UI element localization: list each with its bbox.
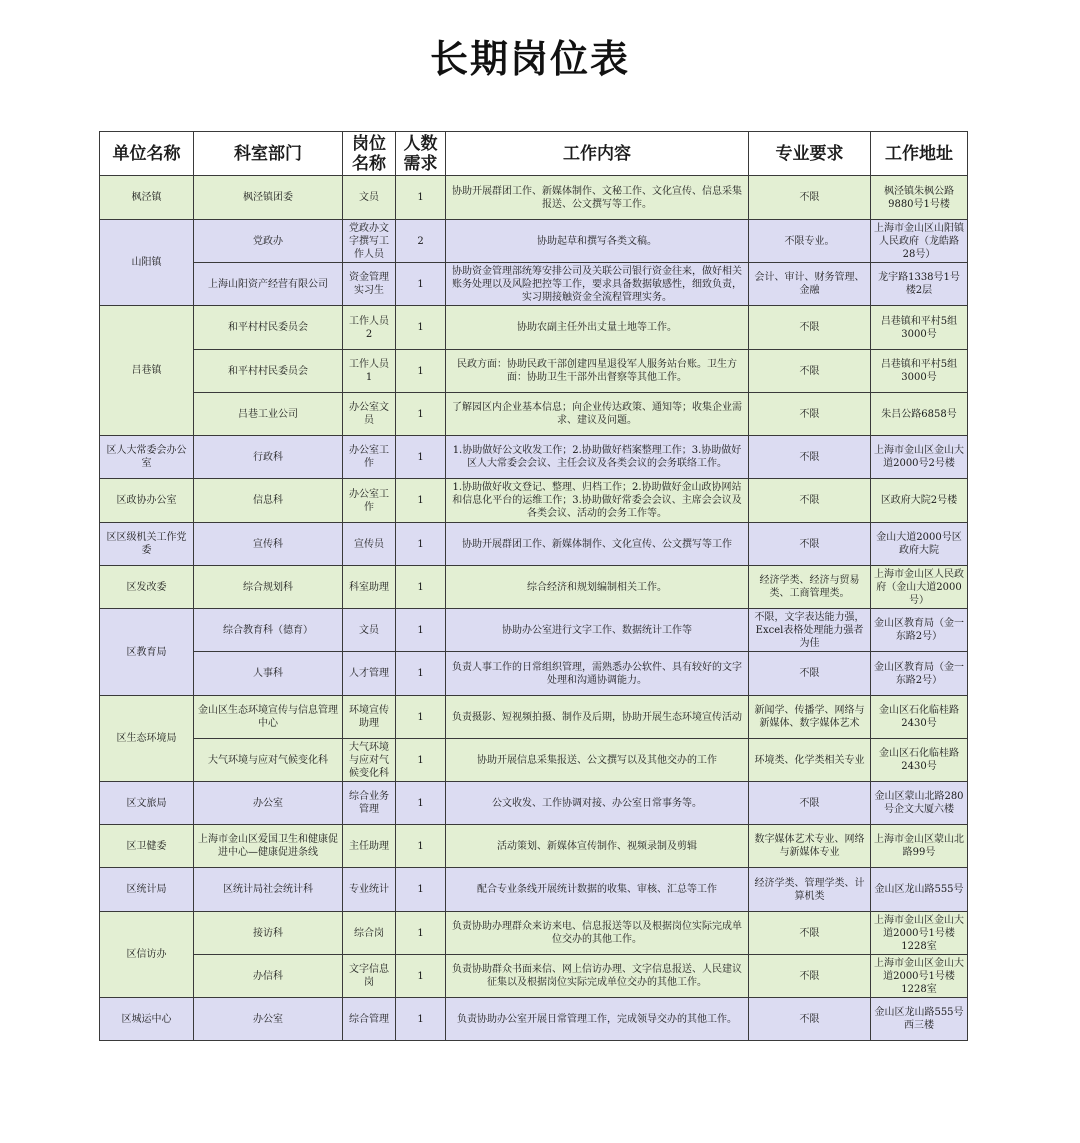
- address-cell: 朱吕公路6858号: [871, 393, 968, 436]
- dept-cell: 大气环境与应对气候变化科: [194, 739, 343, 782]
- count-cell: 1: [396, 609, 446, 652]
- content-cell: 1.协助做好公文收发工作；2.协助做好档案整理工作；3.协助做好区人大常委会会议、主任会议及各类会议的会务联络工作。: [446, 436, 749, 479]
- post-cell: 办公室文员: [343, 393, 396, 436]
- content-cell: 活动策划、新媒体宣传制作、视频录制及剪辑: [446, 825, 749, 868]
- post-cell: 科室助理: [343, 566, 396, 609]
- major-cell: 不限: [749, 523, 871, 566]
- address-cell: 金山区教育局（金一东路2号）: [871, 652, 968, 696]
- major-cell: 经济学类、经济与贸易类、工商管理类。: [749, 566, 871, 609]
- content-cell: 协助开展群团工作、新媒体制作、文化宣传、公文撰写等工作: [446, 523, 749, 566]
- content-cell: 协助开展信息采集报送、公文撰写以及其他交办的工作: [446, 739, 749, 782]
- major-cell: 不限: [749, 912, 871, 955]
- major-cell: 不限: [749, 176, 871, 220]
- content-cell: 负责人事工作的日常组织管理，需熟悉办公软件、具有较好的文字处理和沟通协调能力。: [446, 652, 749, 696]
- dept-cell: 接访科: [194, 912, 343, 955]
- count-cell: 1: [396, 739, 446, 782]
- col-header-content: 工作内容: [446, 132, 749, 176]
- unit-name-cell: 区教育局: [100, 609, 194, 696]
- address-cell: 金山区石化临桂路2430号: [871, 739, 968, 782]
- major-cell: 不限: [749, 306, 871, 350]
- dept-cell: 上海山阳资产经营有限公司: [194, 263, 343, 306]
- count-cell: 1: [396, 436, 446, 479]
- content-cell: 负责协助办公室开展日常管理工作，完成领导交办的其他工作。: [446, 998, 749, 1041]
- table-row: [100, 350, 968, 393]
- unit-name-cell: 区文旅局: [100, 782, 194, 825]
- unit-name-cell: 区政协办公室: [100, 479, 194, 523]
- dept-cell: 办信科: [194, 955, 343, 998]
- post-cell: 工作人员2: [343, 306, 396, 350]
- unit-name-cell: 区信访办: [100, 912, 194, 998]
- job-table: [99, 131, 968, 1041]
- dept-cell: 区统计局社会统计科: [194, 868, 343, 912]
- dept-cell: 金山区生态环境宣传与信息管理中心: [194, 696, 343, 739]
- col-header-post: 岗位名称: [343, 132, 396, 176]
- table-row: [100, 566, 968, 609]
- major-cell: 会计、审计、财务管理、金融: [749, 263, 871, 306]
- table-row: [100, 868, 968, 912]
- count-cell: 1: [396, 306, 446, 350]
- address-cell: 吕巷镇和平村5组3000号: [871, 306, 968, 350]
- dept-cell: 人事科: [194, 652, 343, 696]
- post-cell: 综合岗: [343, 912, 396, 955]
- major-cell: 不限: [749, 998, 871, 1041]
- table-row: [100, 393, 968, 436]
- table-row: [100, 609, 968, 652]
- content-cell: 了解园区内企业基本信息；向企业传达政策、通知等；收集企业需求、建议及问题。: [446, 393, 749, 436]
- dept-cell: 行政科: [194, 436, 343, 479]
- dept-cell: 综合教育科（德育）: [194, 609, 343, 652]
- table-row: [100, 955, 968, 998]
- major-cell: 不限: [749, 955, 871, 998]
- address-cell: 吕巷镇和平村5组3000号: [871, 350, 968, 393]
- post-cell: 文员: [343, 609, 396, 652]
- address-cell: 区政府大院2号楼: [871, 479, 968, 523]
- table-row: [100, 998, 968, 1041]
- table-row: [100, 523, 968, 566]
- table-row: [100, 652, 968, 696]
- table-row: [100, 479, 968, 523]
- unit-name-cell: 区人大常委会办公室: [100, 436, 194, 479]
- content-cell: 负责协助群众书面来信、网上信访办理、文字信息报送、人民建议征集以及根据岗位实际完成单位交办的其他工作。: [446, 955, 749, 998]
- post-cell: 文员: [343, 176, 396, 220]
- count-cell: 1: [396, 566, 446, 609]
- post-cell: 人才管理: [343, 652, 396, 696]
- count-cell: 1: [396, 176, 446, 220]
- table-row: [100, 220, 968, 263]
- address-cell: 金山区龙山路555号: [871, 868, 968, 912]
- dept-cell: 宣传科: [194, 523, 343, 566]
- post-cell: 主任助理: [343, 825, 396, 868]
- address-cell: 上海市金山区金山大道2000号1号楼1228室: [871, 912, 968, 955]
- post-cell: 宣传员: [343, 523, 396, 566]
- unit-name-cell: 区发改委: [100, 566, 194, 609]
- unit-name-cell: 山阳镇: [100, 220, 194, 306]
- col-header-dept: 科室部门: [194, 132, 343, 176]
- post-cell: 党政办文字撰写工作人员: [343, 220, 396, 263]
- content-cell: 负责协助办理群众来访来电、信息报送等以及根据岗位实际完成单位交办的其他工作。: [446, 912, 749, 955]
- dept-cell: 办公室: [194, 782, 343, 825]
- content-cell: 配合专业条线开展统计数据的收集、审核、汇总等工作: [446, 868, 749, 912]
- content-cell: 协助农副主任外出丈量土地等工作。: [446, 306, 749, 350]
- col-header-address: 工作地址: [871, 132, 968, 176]
- count-cell: 1: [396, 868, 446, 912]
- address-cell: 金山大道2000号区政府大院: [871, 523, 968, 566]
- count-cell: 1: [396, 523, 446, 566]
- content-cell: 民政方面：协助民政干部创建四星退役军人服务站台账。卫生方面：协助卫生干部外出督察等其他工作。: [446, 350, 749, 393]
- post-cell: 综合管理: [343, 998, 396, 1041]
- address-cell: 上海市金山区山阳镇人民政府（龙皓路28号）: [871, 220, 968, 263]
- dept-cell: 办公室: [194, 998, 343, 1041]
- unit-name-cell: 区区级机关工作党委: [100, 523, 194, 566]
- count-cell: 1: [396, 825, 446, 868]
- content-cell: 协助开展群团工作、新媒体制作、文秘工作、文化宣传、信息采集报送、公文撰写等工作。: [446, 176, 749, 220]
- col-header-unit: 单位名称: [100, 132, 194, 176]
- table-row: [100, 176, 968, 220]
- dept-cell: 和平村村民委员会: [194, 350, 343, 393]
- address-cell: 龙宇路1338号1号楼2层: [871, 263, 968, 306]
- count-cell: 1: [396, 998, 446, 1041]
- count-cell: 1: [396, 912, 446, 955]
- dept-cell: 信息科: [194, 479, 343, 523]
- address-cell: 金山区教育局（金一东路2号）: [871, 609, 968, 652]
- address-cell: 上海市金山区人民政府（金山大道2000号）: [871, 566, 968, 609]
- post-cell: 办公室工作: [343, 479, 396, 523]
- dept-cell: 上海市金山区爱国卫生和健康促进中心—健康促进条线: [194, 825, 343, 868]
- major-cell: 数字媒体艺术专业、网络与新媒体专业: [749, 825, 871, 868]
- dept-cell: 综合规划科: [194, 566, 343, 609]
- unit-name-cell: 区生态环境局: [100, 696, 194, 782]
- dept-cell: 党政办: [194, 220, 343, 263]
- address-cell: 上海市金山区蒙山北路99号: [871, 825, 968, 868]
- major-cell: 不限: [749, 479, 871, 523]
- post-cell: 环境宣传助理: [343, 696, 396, 739]
- count-cell: 1: [396, 782, 446, 825]
- count-cell: 1: [396, 263, 446, 306]
- post-cell: 专业统计: [343, 868, 396, 912]
- major-cell: 不限专业。: [749, 220, 871, 263]
- address-cell: 枫泾镇朱枫公路9880号1号楼: [871, 176, 968, 220]
- content-cell: 协助起草和撰写各类文稿。: [446, 220, 749, 263]
- table-row: [100, 782, 968, 825]
- job-table-body: [100, 176, 968, 1041]
- table-row: [100, 436, 968, 479]
- table-row: [100, 825, 968, 868]
- major-cell: 环境类、化学类相关专业: [749, 739, 871, 782]
- unit-name-cell: 区卫健委: [100, 825, 194, 868]
- count-cell: 1: [396, 350, 446, 393]
- col-header-count: 人数需求: [396, 132, 446, 176]
- count-cell: 1: [396, 393, 446, 436]
- dept-cell: 枫泾镇团委: [194, 176, 343, 220]
- content-cell: 协助资金管理部统筹安排公司及关联公司银行资金往来，做好相关账务处理以及风险把控等工作，要求具备数据敏感性，细致负责，实习期接触资金全流程管理实务。: [446, 263, 749, 306]
- post-cell: 文字信息岗: [343, 955, 396, 998]
- count-cell: 1: [396, 479, 446, 523]
- content-cell: 协助办公室进行文字工作、数据统计工作等: [446, 609, 749, 652]
- dept-cell: 吕巷工业公司: [194, 393, 343, 436]
- unit-name-cell: 区城运中心: [100, 998, 194, 1041]
- post-cell: 办公室工作: [343, 436, 396, 479]
- table-row: [100, 912, 968, 955]
- count-cell: 2: [396, 220, 446, 263]
- major-cell: 不限: [749, 436, 871, 479]
- count-cell: 1: [396, 955, 446, 998]
- address-cell: 金山区龙山路555号西三楼: [871, 998, 968, 1041]
- header-row: [100, 132, 968, 176]
- major-cell: 不限: [749, 350, 871, 393]
- content-cell: 1.协助做好收文登记、整理、归档工作；2.协助做好金山政协网站和信息化平台的运维工作；3.协助做好常委会会议、主席会会议及各类会议、活动的会务工作等。: [446, 479, 749, 523]
- table-row: [100, 739, 968, 782]
- post-cell: 资金管理实习生: [343, 263, 396, 306]
- content-cell: 负责摄影、短视频拍摄、制作及后期，协助开展生态环境宣传活动: [446, 696, 749, 739]
- content-cell: 综合经济和规划编制相关工作。: [446, 566, 749, 609]
- col-header-major: 专业要求: [749, 132, 871, 176]
- count-cell: 1: [396, 696, 446, 739]
- unit-name-cell: 枫泾镇: [100, 176, 194, 220]
- table-row: [100, 263, 968, 306]
- table-row: [100, 306, 968, 350]
- address-cell: 金山区石化临桂路2430号: [871, 696, 968, 739]
- unit-name-cell: 区统计局: [100, 868, 194, 912]
- post-cell: 大气环境与应对气候变化科: [343, 739, 396, 782]
- count-cell: 1: [396, 652, 446, 696]
- address-cell: 上海市金山区金山大道2000号1号楼1228室: [871, 955, 968, 998]
- table-row: [100, 696, 968, 739]
- major-cell: 不限: [749, 782, 871, 825]
- major-cell: 不限: [749, 652, 871, 696]
- post-cell: 综合业务管理: [343, 782, 396, 825]
- dept-cell: 和平村村民委员会: [194, 306, 343, 350]
- content-cell: 公文收发、工作协调对接、办公室日常事务等。: [446, 782, 749, 825]
- post-cell: 工作人员1: [343, 350, 396, 393]
- major-cell: 新闻学、传播学、网络与新媒体、数字媒体艺术: [749, 696, 871, 739]
- major-cell: 不限，文字表达能力强，Excel表格处理能力强者为佳: [749, 609, 871, 652]
- page-title: 长期岗位表: [429, 37, 630, 81]
- address-cell: 上海市金山区金山大道2000号2号楼: [871, 436, 968, 479]
- major-cell: 不限: [749, 393, 871, 436]
- major-cell: 经济学类、管理学类、计算机类: [749, 868, 871, 912]
- unit-name-cell: 吕巷镇: [100, 306, 194, 436]
- address-cell: 金山区蒙山北路280号企文大厦六楼: [871, 782, 968, 825]
